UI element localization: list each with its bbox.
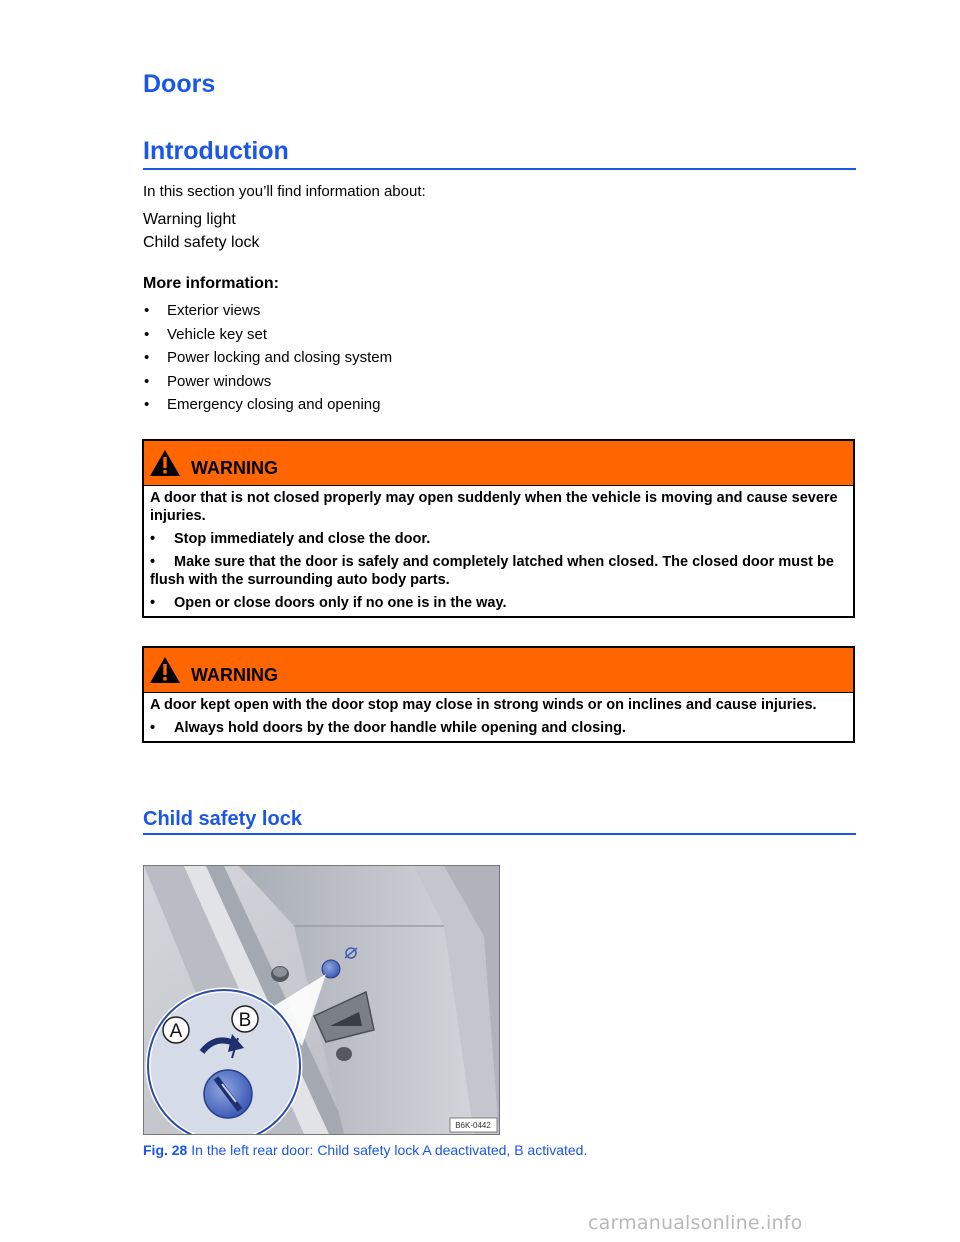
- more-info-list: [143, 302, 392, 420]
- list-item[interactable]: [143, 326, 392, 350]
- warning-header: [144, 648, 853, 693]
- warning-item: [150, 530, 847, 548]
- warning-item: [150, 719, 847, 737]
- more-info-link[interactable]: Exterior views: [167, 302, 261, 319]
- topic-link-warning-light[interactable]: Warning light: [143, 211, 236, 228]
- more-info-link[interactable]: Power locking and closing system: [167, 349, 393, 366]
- more-info-link[interactable]: Emergency closing and opening: [167, 396, 381, 413]
- caption-number: Fig. 28: [143, 1142, 188, 1158]
- warning-item: [150, 553, 847, 589]
- bullet-icon: •: [144, 396, 150, 413]
- bullet-icon: •: [150, 554, 156, 570]
- warning-text: A door that is not closed properly may open suddenly when the vehicle is moving and cause severe injuries.: [150, 490, 838, 524]
- bullet-icon: •: [144, 302, 150, 319]
- intro-heading: Introduction: [143, 137, 289, 165]
- warning-title: WARNING: [191, 458, 278, 478]
- label-a: A: [169, 1021, 183, 1042]
- warning-body: [144, 486, 853, 616]
- bullet-icon: •: [150, 531, 156, 547]
- figure-code: B6K-0442: [455, 1121, 491, 1130]
- warning-box-door-closed: [142, 439, 855, 618]
- caption-text: In the left rear door: Child safety lock A deactivated, B activated.: [187, 1142, 588, 1158]
- more-info-link[interactable]: Power windows: [167, 372, 272, 390]
- bullet-icon: •: [144, 349, 150, 366]
- bullet-icon: •: [144, 372, 150, 390]
- bullet-icon: •: [150, 720, 156, 736]
- warning-item-text: Make sure that the door is safely and completely latched when closed. The closed door must be flush with the surrounding auto body parts.: [150, 554, 834, 588]
- watermark: carmanualsonline.info: [588, 1212, 803, 1234]
- door-illustration: [144, 866, 499, 1134]
- more-info-heading: More information:: [143, 275, 279, 292]
- child-lock-figure: [143, 865, 500, 1135]
- warning-body: [144, 693, 853, 741]
- child-lock-heading-rule: [143, 833, 856, 835]
- warning-header: [144, 441, 853, 486]
- warning-item-text: Open or close doors only if no one is in the way.: [174, 595, 507, 611]
- topic-list: [143, 208, 260, 254]
- child-lock-heading: Child safety lock: [143, 808, 302, 830]
- figure-caption: [143, 1142, 587, 1158]
- intro-heading-rule: [143, 168, 856, 170]
- more-info-link[interactable]: Vehicle key set: [167, 325, 268, 343]
- bullet-icon: •: [150, 595, 156, 611]
- topic-link-child-safety-lock[interactable]: Child safety lock: [143, 234, 260, 251]
- warning-item-text: Stop immediately and close the door.: [174, 531, 431, 547]
- list-item[interactable]: [143, 349, 392, 373]
- warning-text: A door kept open with the door stop may close in strong winds or on inclines and cause injuries.: [150, 697, 817, 713]
- warning-item-text: Always hold doors by the door handle while opening and closing.: [174, 720, 626, 736]
- list-item[interactable]: [143, 302, 392, 326]
- section-title: Doors: [143, 70, 216, 98]
- bullet-icon: •: [144, 325, 150, 343]
- warning-triangle-icon: [149, 656, 181, 684]
- warning-title: WARNING: [191, 665, 278, 685]
- list-item[interactable]: [143, 373, 392, 397]
- warning-triangle-icon: [149, 449, 181, 477]
- intro-lead: In this section you’ll find information about:: [143, 183, 426, 200]
- label-b: B: [238, 1010, 252, 1031]
- warning-item: [150, 594, 847, 612]
- list-item[interactable]: [143, 396, 392, 420]
- warning-box-door-stop: [142, 646, 855, 743]
